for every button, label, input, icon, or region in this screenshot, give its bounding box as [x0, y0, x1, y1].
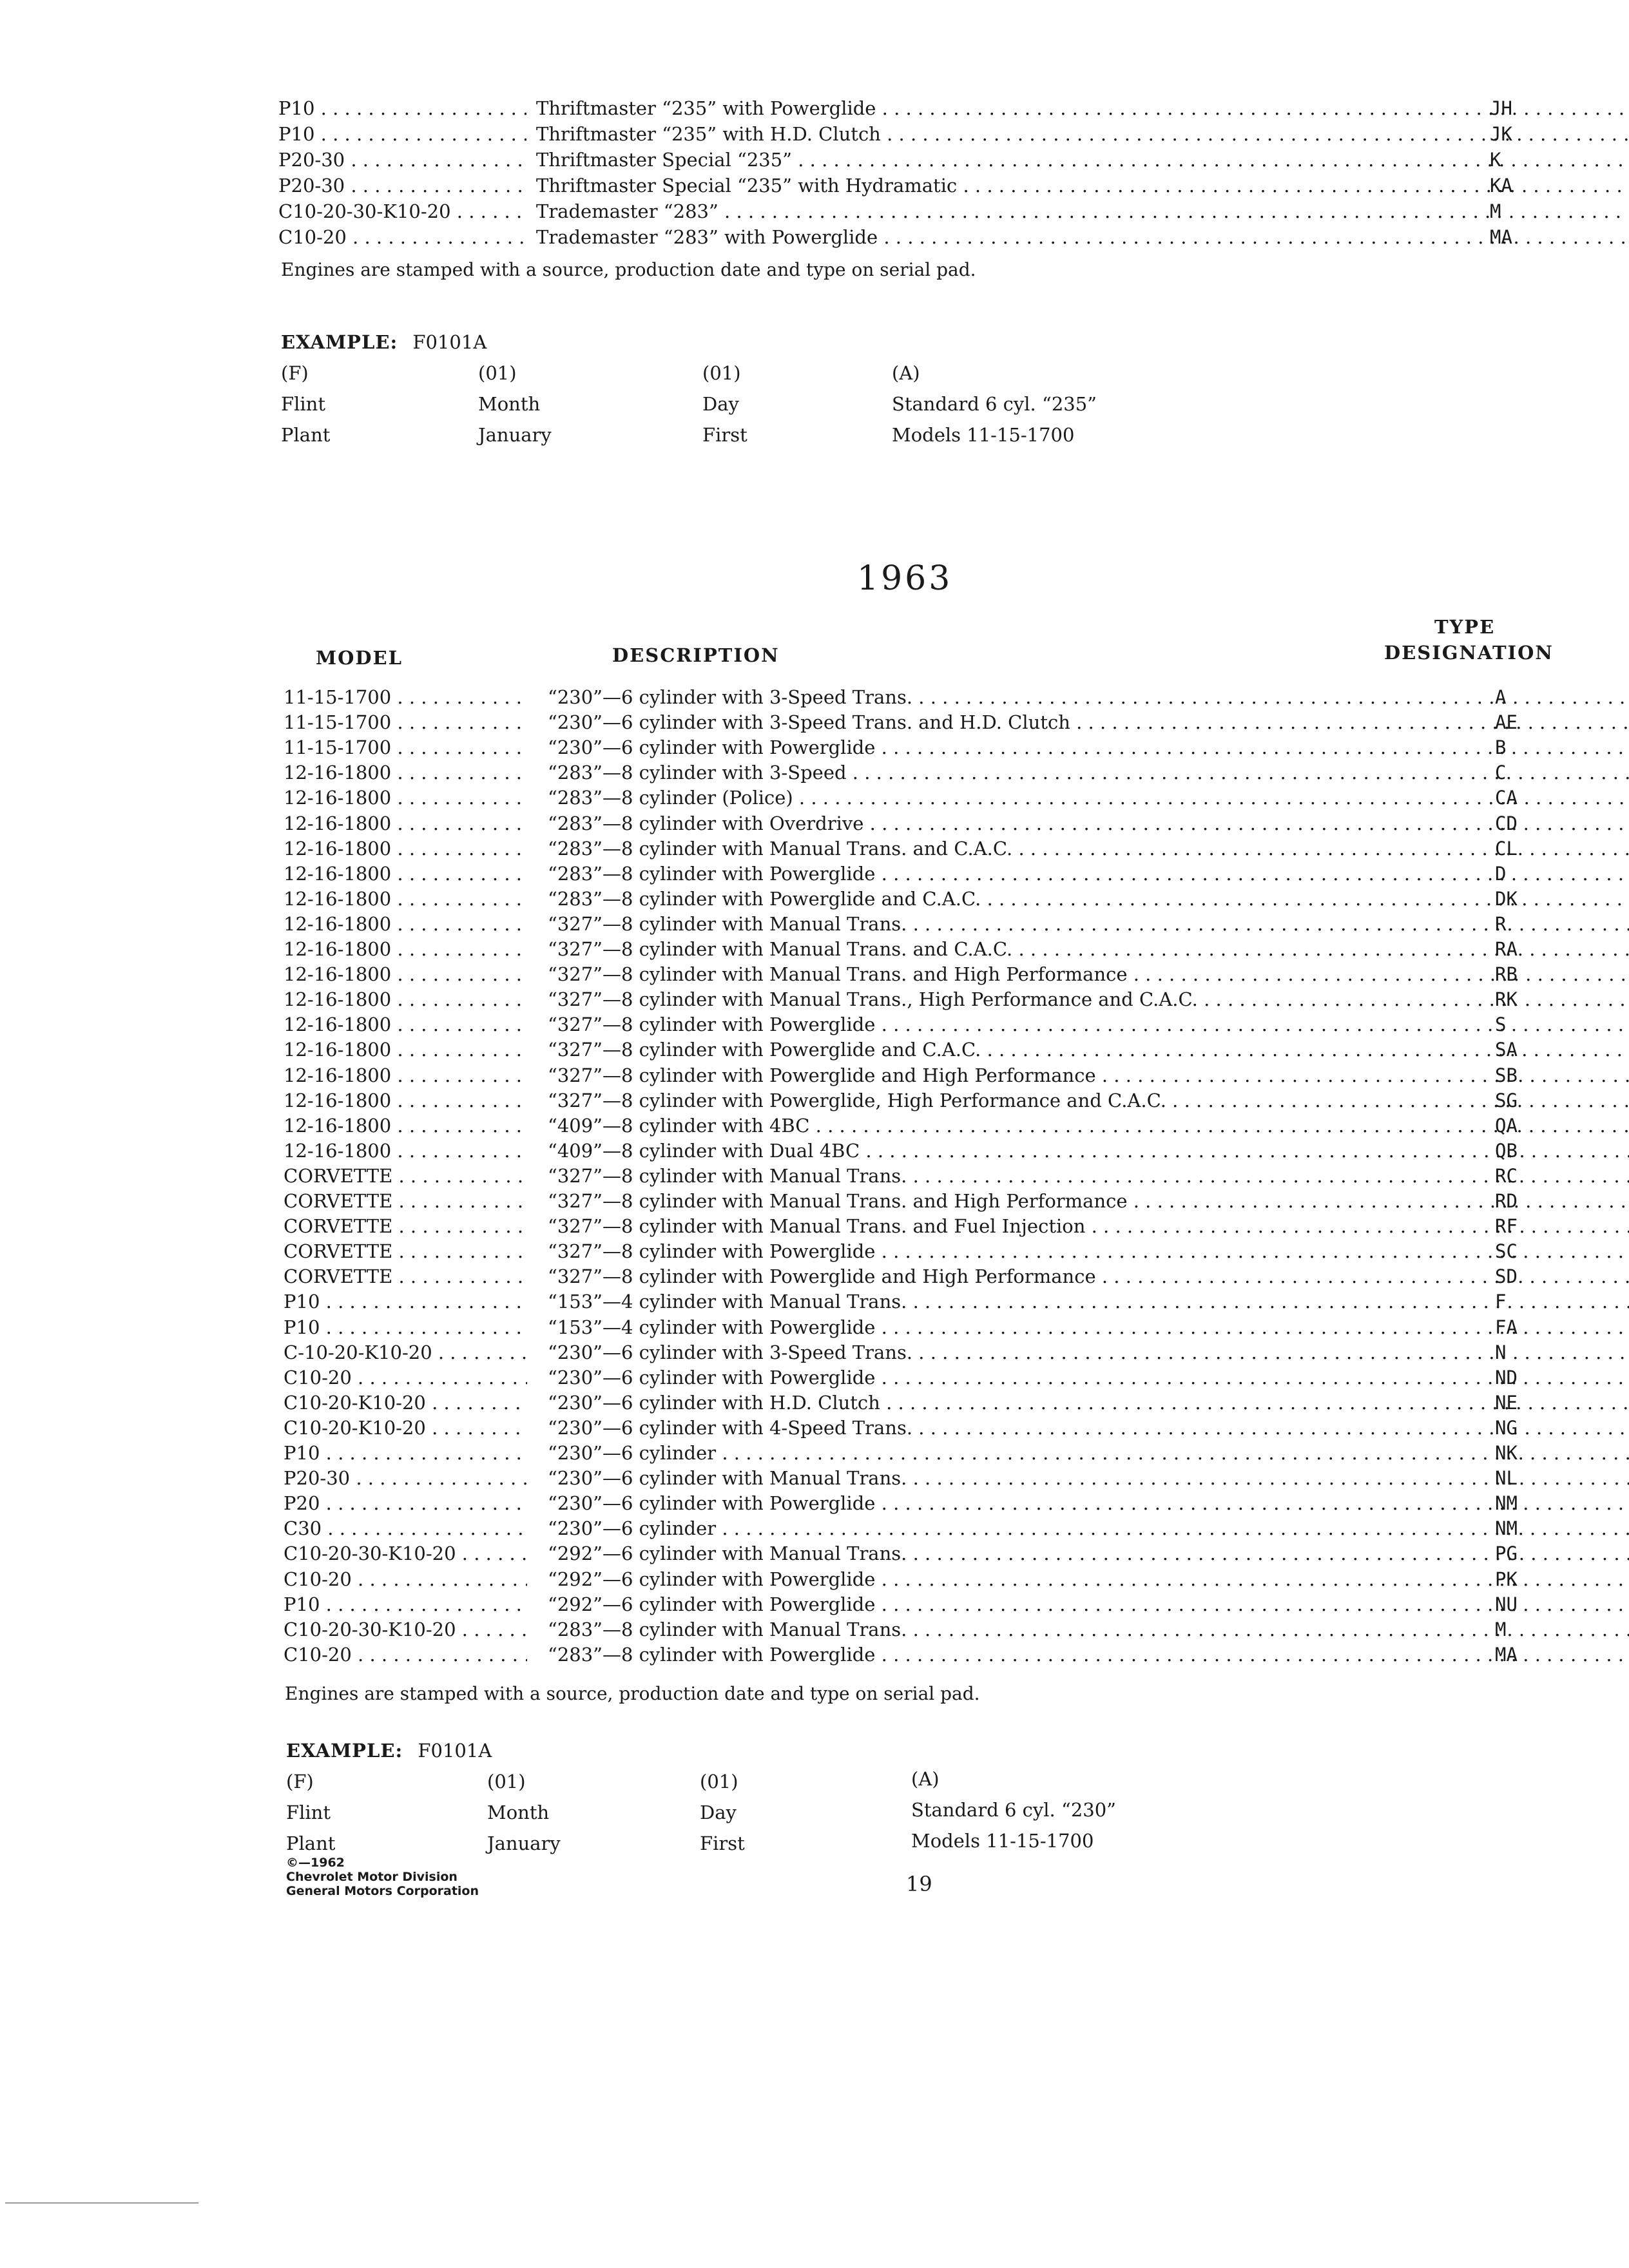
model-cell: 12-16-1800 . . . [284, 911, 527, 937]
model-cell: 12-16-1800 . . . [284, 836, 527, 861]
description-cell: “283”—8 cylinder with Powerglide . . . [548, 861, 1629, 887]
example-day-name: First [702, 424, 747, 446]
table-row [284, 811, 1540, 836]
table-row [284, 886, 1540, 912]
year-heading: 1963 [857, 559, 953, 598]
model-cell: C-10-20-K10-20 . . . [284, 1340, 527, 1365]
model-cell: 12-16-1800 . . . [284, 1012, 527, 1037]
table-row [284, 861, 1540, 887]
type-cell: K [1490, 149, 1501, 171]
example-day-label: Day [700, 1802, 737, 1823]
model-cell: P20-30 . . . [278, 147, 526, 173]
type-cell: RF [1495, 1215, 1518, 1237]
type-cell: B [1495, 736, 1507, 758]
description-cell: “292”—6 cylinder with Powerglide . . . [548, 1591, 1629, 1617]
table-row [284, 1566, 1540, 1592]
description-cell: “327”—8 cylinder with Powerglide and High Performance . . . [548, 1264, 1629, 1289]
description-cell: “230”—6 cylinder with 4-Speed Trans. . . . [548, 1415, 1629, 1441]
example-day-code: (01) [702, 362, 741, 384]
model-cell: P10 . . . [278, 121, 526, 147]
description-cell: “292”—6 cylinder with Manual Trans. . . . [548, 1541, 1629, 1566]
description-cell: Thriftmaster Special “235” . . . [536, 147, 1629, 173]
description-cell: “153”—4 cylinder with Manual Trans. . . . [548, 1289, 1629, 1314]
table-row [284, 1340, 1540, 1365]
copyright-footer [286, 1856, 479, 1898]
example-source-label: Plant [281, 424, 331, 446]
model-cell: CORVETTE . . . [284, 1188, 527, 1214]
table-row [284, 961, 1540, 987]
table-row [284, 1390, 1540, 1416]
model-cell: 12-16-1800 . . . [284, 886, 527, 912]
description-cell: “327”—8 cylinder with Manual Trans., High Performance and C.A.C. . . . [548, 986, 1629, 1012]
example-source-name: Flint [281, 393, 326, 415]
example-source-label: Plant [286, 1832, 336, 1854]
example-label: EXAMPLE: [281, 331, 398, 353]
description-cell: “230”—6 cylinder with 3-Speed Trans. and H.D. Clutch . . . [548, 709, 1629, 735]
example-month-name: January [478, 424, 552, 446]
description-cell: “230”—6 cylinder with 3-Speed Trans. . . . [548, 684, 1629, 710]
description-cell: “327”—8 cylinder with Manual Trans. and C.A.C. . . . [548, 936, 1629, 962]
table-row [284, 1037, 1540, 1062]
description-cell: “283”—8 cylinder with Overdrive . . . [548, 811, 1629, 836]
example-month-label: Month [478, 393, 541, 415]
type-cell: N [1495, 1341, 1507, 1363]
description-cell: “327”—8 cylinder with Powerglide . . . [548, 1012, 1629, 1037]
table-row [284, 1238, 1540, 1264]
model-cell: P10 . . . [284, 1289, 527, 1314]
table-row [284, 1591, 1540, 1617]
type-cell: JH [1490, 97, 1512, 119]
table-row [284, 1415, 1540, 1441]
type-cell: S [1495, 1014, 1507, 1035]
type-cell: DK [1495, 888, 1518, 910]
scan-artifact [5, 2202, 198, 2204]
model-cell: CORVETTE . . . [284, 1213, 527, 1239]
table-row [284, 911, 1540, 937]
model-cell: 12-16-1800 . . . [284, 1037, 527, 1062]
example-type-desc: Standard 6 cyl. “230” [911, 1799, 1116, 1821]
example-month-name: January [487, 1832, 561, 1854]
description-cell: “409”—8 cylinder with 4BC . . . [548, 1113, 1629, 1139]
example-label: EXAMPLE: [286, 1740, 403, 1762]
model-cell: 12-16-1800 . . . [284, 961, 527, 987]
table-row [284, 709, 1540, 735]
type-cell: RC [1495, 1165, 1518, 1187]
example-day-code: (01) [700, 1771, 738, 1792]
table-row [284, 684, 1540, 710]
model-column-header: MODEL [316, 647, 403, 669]
model-cell: C10-20-30-K10-20 . . . [278, 198, 526, 224]
table-row [284, 1264, 1540, 1289]
table-row [284, 1062, 1540, 1088]
model-cell: 12-16-1800 . . . [284, 986, 527, 1012]
model-cell: CORVETTE . . . [284, 1238, 527, 1264]
example-type-code: (A) [892, 362, 920, 384]
table-row [284, 936, 1540, 962]
table-row [284, 1138, 1540, 1164]
example-source-code: (F) [286, 1771, 314, 1792]
description-cell: “283”—8 cylinder with 3-Speed . . . [548, 760, 1629, 785]
model-cell: C30 . . . [284, 1515, 527, 1541]
example-day-name: First [700, 1832, 745, 1854]
description-cell: “230”—6 cylinder with H.D. Clutch . . . [548, 1390, 1629, 1416]
type-cell: NM [1495, 1517, 1518, 1539]
table-row [284, 735, 1540, 760]
description-cell: “230”—6 cylinder with Manual Trans. . . . [548, 1465, 1629, 1491]
type-cell: M [1495, 1619, 1507, 1640]
table-row [284, 760, 1540, 785]
type-cell: RB [1495, 963, 1518, 985]
table-row [278, 121, 1535, 147]
model-cell: CORVETTE . . . [284, 1264, 527, 1289]
table-row [284, 1440, 1540, 1466]
example-month-label: Month [487, 1802, 550, 1823]
model-cell: 11-15-1700 . . . [284, 709, 527, 735]
example-type-desc: Standard 6 cyl. “235” [892, 393, 1097, 415]
description-cell: Thriftmaster Special “235” with Hydramatic . . . [536, 173, 1629, 198]
table-row [284, 1541, 1540, 1566]
type-cell: NG [1495, 1417, 1518, 1439]
table-row [284, 1642, 1540, 1667]
table-row [284, 836, 1540, 861]
description-cell: “283”—8 cylinder with Manual Trans. and C.A.C. . . . [548, 836, 1629, 861]
model-cell: C10-20 . . . [284, 1566, 527, 1592]
table-row [278, 173, 1535, 198]
table-row [284, 1490, 1540, 1516]
copyright-year: ©—1962 [286, 1856, 345, 1870]
description-cell: “283”—8 cylinder with Powerglide and C.A.C. . . . [548, 886, 1629, 912]
description-cell: “327”—8 cylinder with Manual Trans. and High Performance . . . [548, 961, 1629, 987]
description-cell: “327”—8 cylinder with Manual Trans. and High Performance . . . [548, 1188, 1629, 1214]
type-cell: NE [1495, 1392, 1518, 1414]
model-cell: C10-20-30-K10-20 . . . [284, 1541, 527, 1566]
table-row [284, 1213, 1540, 1239]
type-cell: AE [1495, 711, 1518, 733]
description-cell: Thriftmaster “235” with H.D. Clutch . . . [536, 121, 1629, 147]
type-cell: NK [1495, 1442, 1518, 1464]
type-cell: CD [1495, 812, 1518, 834]
table-row [284, 1012, 1540, 1037]
stamping-note-1963: Engines are stamped with a source, production date and type on serial pad. [285, 1683, 980, 1704]
type-cell: KA [1490, 175, 1512, 197]
table-row [284, 1617, 1540, 1642]
description-cell: “327”—8 cylinder with Manual Trans. . . . [548, 911, 1629, 937]
corporation-name: General Motors Corporation [286, 1884, 479, 1898]
description-cell: “327”—8 cylinder with Manual Trans. . . . [548, 1163, 1629, 1189]
description-cell: “230”—6 cylinder with Powerglide . . . [548, 1365, 1629, 1390]
description-cell: “327”—8 cylinder with Powerglide and C.A.C. . . . [548, 1037, 1629, 1062]
model-cell: 12-16-1800 . . . [284, 1088, 527, 1113]
type-column-header-line2: DESIGNATION [1384, 642, 1554, 664]
model-cell: 12-16-1800 . . . [284, 1138, 527, 1164]
model-cell: 11-15-1700 . . . [284, 735, 527, 760]
example-line [281, 331, 487, 353]
model-cell: C10-20 . . . [278, 224, 526, 250]
type-cell: PK [1495, 1568, 1518, 1590]
type-cell: QB [1495, 1140, 1518, 1162]
model-cell: P10 . . . [284, 1591, 527, 1617]
table-row [284, 986, 1540, 1012]
type-column-header-line1: TYPE [1434, 616, 1496, 638]
description-cell: Trademaster “283” . . . [536, 198, 1629, 224]
description-cell: “409”—8 cylinder with Dual 4BC . . . [548, 1138, 1629, 1164]
description-cell: “283”—8 cylinder with Manual Trans. . . . [548, 1617, 1629, 1642]
model-cell: P10 . . . [284, 1314, 527, 1340]
table-row [278, 95, 1535, 121]
description-cell: “327”—8 cylinder with Manual Trans. and Fuel Injection . . . [548, 1213, 1629, 1239]
description-cell: “283”—8 cylinder (Police) . . . [548, 785, 1629, 811]
example-code: F0101A [418, 1740, 492, 1762]
division-name: Chevrolet Motor Division [286, 1870, 458, 1884]
description-cell: “153”—4 cylinder with Powerglide . . . [548, 1314, 1629, 1340]
type-cell: CA [1495, 787, 1518, 809]
example-type-models: Models 11-15-1700 [911, 1830, 1094, 1852]
description-cell: “327”—8 cylinder with Powerglide and High Performance . . . [548, 1062, 1629, 1088]
table-row [278, 224, 1535, 250]
type-cell: RK [1495, 988, 1518, 1010]
type-cell: F [1495, 1291, 1507, 1312]
model-cell: C10-20-30-K10-20 . . . [284, 1617, 527, 1642]
model-cell: 12-16-1800 . . . [284, 811, 527, 836]
table-row [284, 1113, 1540, 1139]
type-cell: R [1495, 913, 1507, 935]
example-day-label: Day [702, 393, 739, 415]
description-column-header: DESCRIPTION [612, 644, 780, 666]
type-cell: SC [1495, 1240, 1518, 1262]
type-cell: RD [1495, 1190, 1518, 1212]
description-cell: “230”—6 cylinder . . . [548, 1515, 1629, 1541]
model-cell: 12-16-1800 . . . [284, 1062, 527, 1088]
table-row [284, 1188, 1540, 1214]
example-code: F0101A [412, 331, 487, 353]
description-cell: “327”—8 cylinder with Powerglide . . . [548, 1238, 1629, 1264]
model-cell: C10-20 . . . [284, 1642, 527, 1667]
table-row [284, 1515, 1540, 1541]
example-month-code: (01) [478, 362, 517, 384]
model-cell: P10 . . . [278, 95, 526, 121]
description-cell: “230”—6 cylinder with Powerglide . . . [548, 1490, 1629, 1516]
model-cell: P20-30 . . . [284, 1465, 527, 1491]
type-cell: SG [1495, 1090, 1518, 1111]
table-row [284, 1465, 1540, 1491]
model-cell: C10-20-K10-20 . . . [284, 1390, 527, 1416]
type-cell: RA [1495, 938, 1518, 960]
description-cell: “230”—6 cylinder . . . [548, 1440, 1629, 1466]
description-cell: “327”—8 cylinder with Powerglide, High Performance and C.A.C. . . . [548, 1088, 1629, 1113]
type-cell: QA [1495, 1115, 1518, 1137]
type-cell: MA [1495, 1644, 1518, 1666]
type-cell: SB [1495, 1064, 1518, 1086]
model-cell: 12-16-1800 . . . [284, 785, 527, 811]
example-type-code: (A) [911, 1768, 940, 1790]
model-cell: 12-16-1800 . . . [284, 936, 527, 962]
example-line [286, 1740, 492, 1762]
type-cell: ND [1495, 1367, 1518, 1389]
description-cell: “230”—6 cylinder with Powerglide . . . [548, 735, 1629, 760]
type-cell: JK [1490, 123, 1512, 145]
example-type-models: Models 11-15-1700 [892, 424, 1075, 446]
table-row [284, 785, 1540, 811]
type-cell: FA [1495, 1316, 1518, 1338]
type-cell: SA [1495, 1039, 1518, 1061]
model-cell: C10-20-K10-20 . . . [284, 1415, 527, 1441]
type-cell: NL [1495, 1467, 1518, 1489]
description-cell: “283”—8 cylinder with Powerglide . . . [548, 1642, 1629, 1667]
type-cell: PG [1495, 1542, 1518, 1564]
table-row [284, 1088, 1540, 1113]
stamping-note: Engines are stamped with a source, production date and type on serial pad. [281, 259, 976, 280]
table-row [284, 1289, 1540, 1314]
type-cell: SD [1495, 1265, 1518, 1287]
description-cell: Thriftmaster “235” with Powerglide . . . [536, 95, 1629, 121]
description-cell: “292”—6 cylinder with Powerglide . . . [548, 1566, 1629, 1592]
description-cell: “230”—6 cylinder with 3-Speed Trans. . . . [548, 1340, 1629, 1365]
model-cell: 12-16-1800 . . . [284, 861, 527, 887]
model-cell: 12-16-1800 . . . [284, 760, 527, 785]
table-row [278, 147, 1535, 173]
model-cell: P20-30 . . . [278, 173, 526, 198]
model-cell: P20 . . . [284, 1490, 527, 1516]
model-cell: 12-16-1800 . . . [284, 1113, 527, 1139]
example-source-code: (F) [281, 362, 309, 384]
model-cell: P10 . . . [284, 1440, 527, 1466]
model-cell: CORVETTE . . . [284, 1163, 527, 1189]
type-cell: M [1490, 200, 1501, 222]
type-cell: MA [1490, 226, 1512, 248]
model-cell: 11-15-1700 . . . [284, 684, 527, 710]
table-row [284, 1163, 1540, 1189]
table-row [284, 1365, 1540, 1390]
type-cell: C [1495, 762, 1507, 783]
page-number: 19 [906, 1872, 932, 1896]
type-cell: A [1495, 686, 1507, 708]
type-cell: D [1495, 863, 1507, 885]
type-cell: NU [1495, 1593, 1518, 1615]
table-row [278, 198, 1535, 224]
example-month-code: (01) [487, 1771, 526, 1792]
table-row [284, 1314, 1540, 1340]
description-cell: Trademaster “283” with Powerglide . . . [536, 224, 1629, 250]
model-cell: C10-20 . . . [284, 1365, 527, 1390]
type-cell: CL [1495, 838, 1518, 860]
example-source-name: Flint [286, 1802, 331, 1823]
type-cell: NM [1495, 1492, 1518, 1514]
